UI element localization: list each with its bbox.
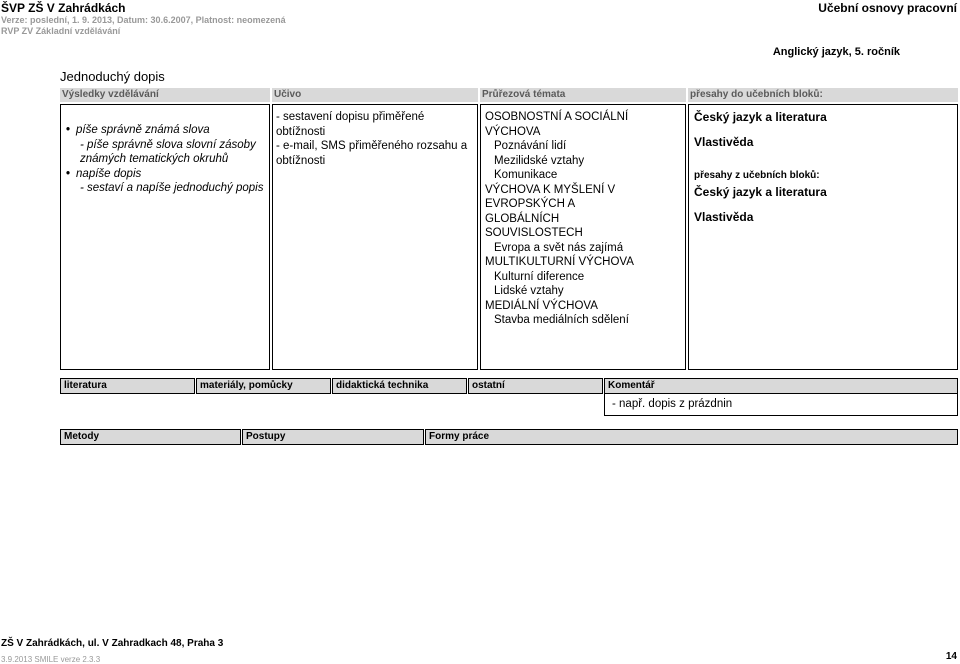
resources-technology: didaktická technika [332,378,467,394]
version-info: Verze: poslední, 1. 9. 2013, Datum: 30.6.2007, Platnost: neomezená [1,15,286,25]
cross-topic: VÝCHOVA K MYŠLENÍ V EVROPSKÝCH A GLOBÁLNÍCH SOUVISLOSTECH [485,183,616,239]
curriculum-box [272,104,478,370]
outcome-sub: - píše správně slova slovní zásoby známých tematických okruhů [80,138,256,165]
cross-topics-box [480,104,686,370]
topic-title: Jednoduchý dopis [60,69,165,84]
footer-address: ZŠ V Zahrádkách, ul. V Zahradkach 48, Praha 3 [1,638,224,649]
cross-subtopic: Komunikace [494,169,558,181]
procedures-header: Postupy [242,429,424,445]
comment-text: - např. dopis z prázdnin [612,398,733,410]
outcome-sub: - sestaví a napíše jednoduchý popis [80,182,264,194]
to-block-item: Český jazyk a literatura [694,110,827,124]
curriculum-line: - sestavení dopisu přiměřené obtížnosti [276,111,425,138]
from-block-item: Český jazyk a literatura [694,185,827,199]
footer-software: 3.9.2013 SMILE verze 2.3.3 [1,655,101,664]
from-blocks-label: přesahy z učebních bloků: [694,170,820,181]
school-name: ŠVP ZŠ V Zahrádkách [1,1,126,15]
cross-subtopic: Stavba mediálních sdělení [494,314,629,326]
cross-subtopic: Kulturní diference [494,270,585,283]
cross-subtopic: Lidské vztahy [494,285,564,297]
subject-grade: Anglický jazyk, 5. ročník [772,46,900,58]
header-cross-topics: Průřezová témata [480,88,686,102]
header-to-blocks: přesahy do učebních bloků: [688,88,958,102]
cross-subtopic: Evropa a svět nás zajímá [494,241,624,254]
document-type: Učební osnovy pracovní [818,1,957,15]
header-outcomes: Výsledky vzdělávání [60,88,270,102]
comment-box [604,394,958,416]
methods-header: Metody [60,429,241,445]
outcome-text: píše správně známá slova [76,124,210,136]
bullet-icon: • [66,167,71,180]
resources-materials: materiály, pomůcky [196,378,331,394]
cross-subtopic: Mezilidské vztahy [494,154,585,167]
forms-header: Formy práce [425,429,958,445]
to-block-item: Vlastivěda [694,135,754,149]
header-curriculum: Učivo [272,88,478,102]
outcomes-box [60,104,270,370]
cross-topic: OSOBNOSTNÍ A SOCIÁLNÍ VÝCHOVA [485,111,629,138]
cross-topic: MULTIKULTURNÍ VÝCHOVA [485,256,634,268]
cross-topic: MEDIÁLNÍ VÝCHOVA [485,299,598,312]
resources-other: ostatní [468,378,603,394]
bullet-icon: • [66,124,71,136]
page-number: 14 [945,651,957,662]
blocks-box [688,104,958,370]
rvp-info: RVP ZV Základní vzdělávání [1,26,121,36]
comment-header: Komentář [604,378,958,394]
curriculum-line: - e-mail, SMS přiměřeného rozsahu a obtížnosti [276,140,468,167]
resources-literature: literatura [60,378,195,394]
outcome-text: napíše dopis [76,167,142,180]
outcome-item [66,167,266,182]
from-block-item: Vlastivěda [694,210,754,224]
outcome-item [66,123,266,138]
cross-subtopic: Poznávání lidí [494,140,567,152]
